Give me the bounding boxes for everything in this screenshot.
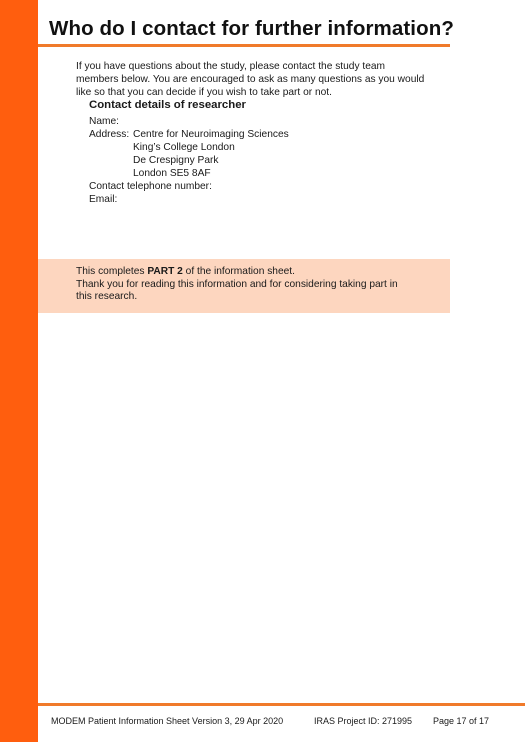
callout-part-label: PART 2 — [147, 266, 183, 277]
intro-paragraph: If you have questions about the study, please contact the study team members below. You are encouraged to ask as many questions as you would like so that you can decide if you wish to take part or not. — [76, 61, 425, 99]
name-label: Name: — [89, 116, 120, 127]
side-accent-bar — [0, 0, 38, 742]
section-heading: Who do I contact for further information? — [49, 17, 454, 40]
footer-page-number: Page 17 of 17 — [433, 716, 490, 726]
callout-thanks: Thank you for reading this information and for considering taking part in this research. — [76, 278, 398, 302]
callout-pre: This completes — [76, 266, 148, 277]
footer-version: MODEM Patient Information Sheet Version 3, 29 Apr 2020 — [51, 716, 284, 726]
address-line: King’s College London — [133, 142, 235, 153]
footer-rule — [38, 703, 525, 706]
callout-text — [76, 266, 416, 304]
contact-details-heading: Contact details of researcher — [89, 99, 246, 111]
email-label: Email: — [89, 194, 118, 205]
address-label: Address: — [89, 129, 130, 140]
phone-label: Contact telephone number: — [89, 181, 212, 192]
heading-underline — [38, 44, 450, 47]
footer-project-id: IRAS Project ID: 271995 — [314, 716, 413, 726]
completion-callout — [38, 259, 450, 313]
address-line: London SE5 8AF — [133, 168, 211, 179]
address-line: De Crespigny Park — [133, 155, 219, 166]
callout-post: of the information sheet. — [182, 266, 295, 277]
address-line: Centre for Neuroimaging Sciences — [133, 129, 289, 140]
